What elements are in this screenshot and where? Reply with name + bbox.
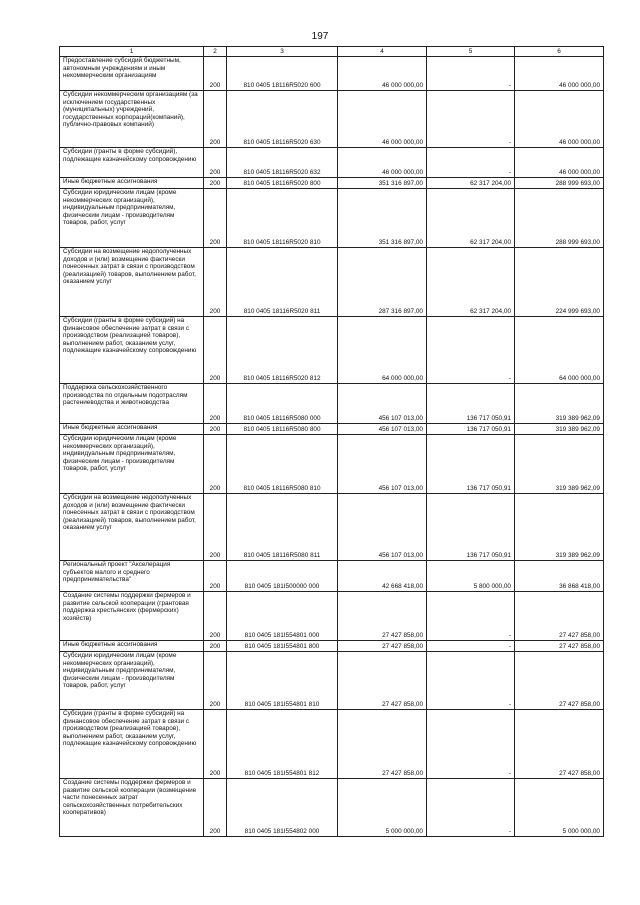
column-header: 1 — [60, 47, 204, 57]
row-name: Субсидии юридическим лицам (кроме некоммерческих организаций), индивидуальным предпринимателям, физическим лицам - производителям товаров, работ, услуг — [60, 189, 204, 248]
row-code: 200 — [204, 57, 227, 91]
row-value-1: 456 107 013,00 — [338, 384, 427, 424]
row-code: 200 — [204, 178, 227, 189]
budget-table — [59, 46, 604, 837]
row-code: 200 — [204, 424, 227, 435]
row-value-2: 62 317 204,00 — [427, 248, 515, 317]
table-row — [60, 561, 604, 592]
row-value-1: 456 107 013,00 — [338, 494, 427, 561]
row-kbk: 810 0405 18116R5080 800 — [227, 424, 338, 435]
row-value-1: 27 427 858,00 — [338, 710, 427, 779]
row-name: Иные бюджетные ассигнования — [60, 178, 204, 189]
row-value-1: 27 427 858,00 — [338, 652, 427, 710]
table-row — [60, 779, 604, 837]
row-kbk: 810 0405 18116R5020 812 — [227, 317, 338, 384]
row-kbk: 810 0405 18116R5080 811 — [227, 494, 338, 561]
table-row — [60, 57, 604, 91]
row-value-3: 224 999 693,00 — [515, 248, 604, 317]
row-value-1: 27 427 858,00 — [338, 641, 427, 652]
row-name: Создание системы поддержки фермеров и развитие сельской кооперации (возмещение части понесенных затрат сельскохозяйственных потребительских кооперативов) — [60, 779, 204, 837]
row-value-3: 319 389 962,09 — [515, 435, 604, 494]
row-value-1: 46 000 000,00 — [338, 148, 427, 178]
row-kbk: 810 0405 18116R5080 000 — [227, 384, 338, 424]
row-value-3: 46 000 000,00 — [515, 57, 604, 91]
row-name: Субсидии юридическим лицам (кроме некоммерческих организаций), индивидуальным предпринимателям, физическим лицам - производителям товаров, работ, услуг — [60, 435, 204, 494]
row-value-1: 351 316 897,00 — [338, 178, 427, 189]
row-code: 200 — [204, 641, 227, 652]
row-kbk: 810 0405 18116R5020 810 — [227, 189, 338, 248]
row-value-1: 42 668 418,00 — [338, 561, 427, 592]
column-header: 4 — [338, 47, 427, 57]
row-value-1: 456 107 013,00 — [338, 435, 427, 494]
row-name: Субсидии (гранты в форме субсидий), подлежащие казначейскому сопровождению — [60, 148, 204, 178]
row-value-1: 456 107 013,00 — [338, 424, 427, 435]
row-name: Субсидии на возмещение недополученных доходов и (или) возмещение фактически понесенных затрат в связи с производством (реализацией) товаров, выполнением работ, оказанием услуг — [60, 248, 204, 317]
row-kbk: 810 0405 18116R5020 630 — [227, 91, 338, 148]
table-row — [60, 710, 604, 779]
row-value-2: 136 717 050,91 — [427, 435, 515, 494]
table-row — [60, 178, 604, 189]
header-row — [60, 47, 604, 57]
row-name: Субсидии (гранты в форме субсидий) на финансовое обеспечение затрат в связи с производством (реализацией товаров), выполнением работ, оказанием услуг, подлежащие казначейскому сопровождению — [60, 710, 204, 779]
column-header: 2 — [204, 47, 227, 57]
row-name: Региональный проект "Акселерация субъектов малого и среднего предпринимательства" — [60, 561, 204, 592]
page-number: 197 — [311, 31, 329, 42]
row-name: Субсидии юридическим лицам (кроме некоммерческих организаций), индивидуальным предпринимателям, физическим лицам - производителям товаров, работ, услуг — [60, 652, 204, 710]
row-value-2: 136 717 050,91 — [427, 424, 515, 435]
row-code: 200 — [204, 248, 227, 317]
row-name: Субсидии (гранты в форме субсидий) на финансовое обеспечение затрат в связи с производством (реализацией товаров), выполнением работ, оказанием услуг, подлежащие казначейскому сопровождению — [60, 317, 204, 384]
row-name: Иные бюджетные ассигнования — [60, 424, 204, 435]
table-row — [60, 248, 604, 317]
row-kbk: 810 0405 18116R5020 600 — [227, 57, 338, 91]
row-value-2: 62 317 204,00 — [427, 189, 515, 248]
row-kbk: 810 0405 18116R5020 811 — [227, 248, 338, 317]
table-row — [60, 641, 604, 652]
row-code: 200 — [204, 317, 227, 384]
row-value-3: 27 427 858,00 — [515, 592, 604, 641]
row-code: 200 — [204, 710, 227, 779]
row-kbk: 810 0405 181I500000 000 — [227, 561, 338, 592]
row-value-3: 36 868 418,00 — [515, 561, 604, 592]
row-code: 200 — [204, 435, 227, 494]
row-name: Субсидии некоммерческим организациям (за исключением государственных (муниципальных) учреждений, государственных корпораций(компаний), публично-правовых компаний) — [60, 91, 204, 148]
row-name: Предоставление субсидий бюджетным, автономным учреждениям и иным некоммерческим организациям — [60, 57, 204, 91]
row-value-2: - — [427, 57, 515, 91]
row-value-1: 46 000 000,00 — [338, 57, 427, 91]
row-value-3: 64 000 000,00 — [515, 317, 604, 384]
row-value-3: 288 999 693,00 — [515, 189, 604, 248]
row-value-2: - — [427, 317, 515, 384]
row-value-2: 5 800 000,00 — [427, 561, 515, 592]
row-value-2: 136 717 050,91 — [427, 494, 515, 561]
row-code: 200 — [204, 494, 227, 561]
row-value-1: 46 000 000,00 — [338, 91, 427, 148]
row-kbk: 810 0405 18116R5080 810 — [227, 435, 338, 494]
table-row — [60, 652, 604, 710]
row-value-2: - — [427, 592, 515, 641]
row-name: Поддержка сельскохозяйственного производства по отдельным подотраслям растениеводства и животноводства — [60, 384, 204, 424]
row-value-1: 64 000 000,00 — [338, 317, 427, 384]
row-value-1: 27 427 858,00 — [338, 592, 427, 641]
table-row — [60, 317, 604, 384]
row-code: 200 — [204, 91, 227, 148]
row-code: 200 — [204, 384, 227, 424]
row-value-3: 319 389 962,09 — [515, 384, 604, 424]
row-value-2: - — [427, 710, 515, 779]
table-row — [60, 91, 604, 148]
row-kbk: 810 0405 18116R5020 632 — [227, 148, 338, 178]
row-name: Субсидии на возмещение недополученных доходов и (или) возмещение фактически понесенных затрат в связи с производством (реализацией) товаров, выполнением работ, оказанием услуг — [60, 494, 204, 561]
row-value-3: 46 000 000,00 — [515, 91, 604, 148]
row-name: Создание системы поддержки фермеров и развитие сельской кооперации (грантовая поддержка крестьянских (фермерских) хозяйств) — [60, 592, 204, 641]
row-value-3: 27 427 858,00 — [515, 652, 604, 710]
column-header: 5 — [427, 47, 515, 57]
row-value-2: - — [427, 641, 515, 652]
row-value-3: 288 999 693,00 — [515, 178, 604, 189]
table-row — [60, 494, 604, 561]
row-value-3: 27 427 858,00 — [515, 641, 604, 652]
row-kbk: 810 0405 18116R5020 800 — [227, 178, 338, 189]
row-code: 200 — [204, 592, 227, 641]
row-value-2: - — [427, 779, 515, 837]
table-row — [60, 148, 604, 178]
row-value-2: - — [427, 652, 515, 710]
row-value-2: 136 717 050,91 — [427, 384, 515, 424]
row-code: 200 — [204, 561, 227, 592]
row-value-1: 5 000 000,00 — [338, 779, 427, 837]
row-name: Иные бюджетные ассигнования — [60, 641, 204, 652]
row-code: 200 — [204, 779, 227, 837]
column-header: 6 — [515, 47, 604, 57]
row-value-1: 287 316 897,00 — [338, 248, 427, 317]
row-value-2: - — [427, 148, 515, 178]
table-row — [60, 189, 604, 248]
row-value-3: 319 389 962,09 — [515, 494, 604, 561]
row-value-3: 46 000 000,00 — [515, 148, 604, 178]
row-kbk: 810 0405 181I554802 000 — [227, 779, 338, 837]
row-value-3: 319 389 962,09 — [515, 424, 604, 435]
row-kbk: 810 0405 181I554801 810 — [227, 652, 338, 710]
row-code: 200 — [204, 652, 227, 710]
row-kbk: 810 0405 181I554801 812 — [227, 710, 338, 779]
row-code: 200 — [204, 148, 227, 178]
row-value-2: - — [427, 91, 515, 148]
row-code: 200 — [204, 189, 227, 248]
column-header: 3 — [227, 47, 338, 57]
row-value-2: 62 317 204,00 — [427, 178, 515, 189]
row-kbk: 810 0405 181I554801 000 — [227, 592, 338, 641]
row-value-3: 27 427 858,00 — [515, 710, 604, 779]
row-value-1: 351 316 897,00 — [338, 189, 427, 248]
table-row — [60, 435, 604, 494]
row-value-3: 5 000 000,00 — [515, 779, 604, 837]
table-row — [60, 424, 604, 435]
table-row — [60, 592, 604, 641]
table-row — [60, 384, 604, 424]
row-kbk: 810 0405 181I554801 800 — [227, 641, 338, 652]
